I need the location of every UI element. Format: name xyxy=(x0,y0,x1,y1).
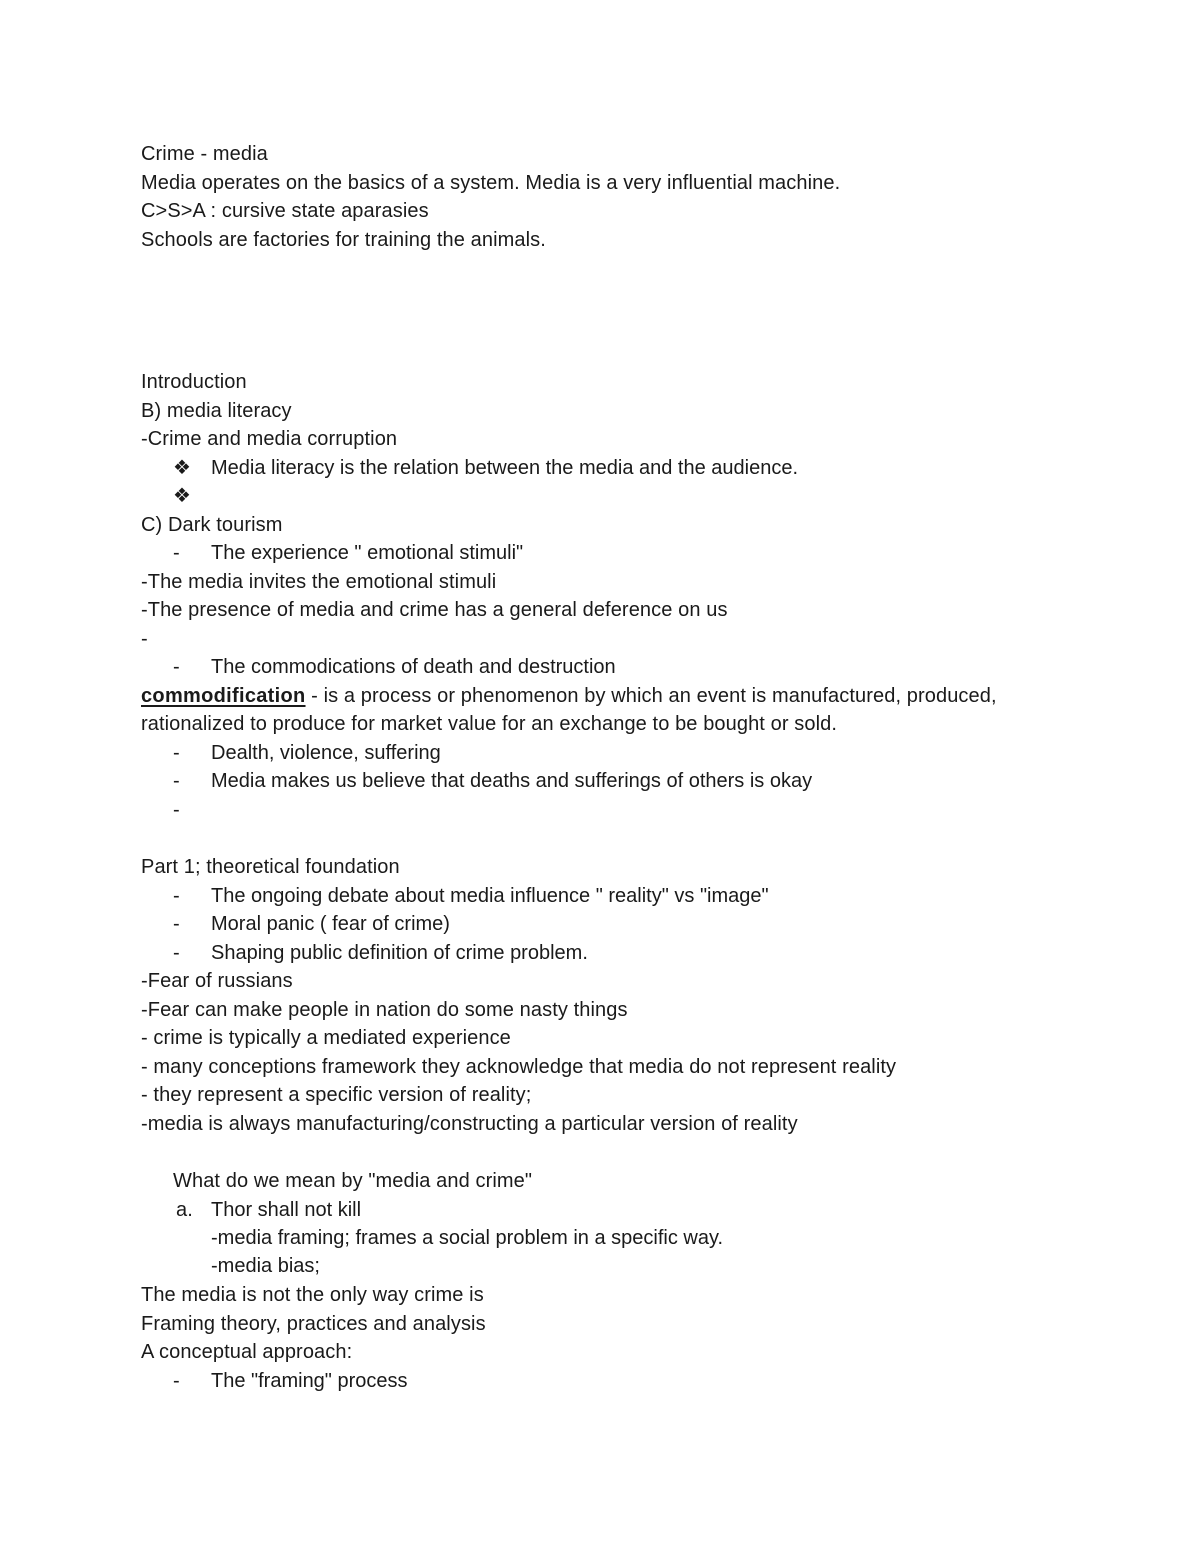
bullet-text: The experience " emotional stimuli" xyxy=(211,542,524,564)
text-line: Framing theory, practices and analysis xyxy=(141,1313,486,1335)
dash-bullet-icon: - xyxy=(173,942,180,964)
text-line: -media bias; xyxy=(211,1255,320,1277)
text-line: -The presence of media and crime has a general deference on us xyxy=(141,599,728,621)
bullet-text: Moral panic ( fear of crime) xyxy=(211,913,450,935)
diamond-bullet-icon: ❖ xyxy=(173,485,191,507)
bullet-text: Media literacy is the relation between the media and the audience. xyxy=(211,457,799,479)
diamond-bullet-icon: ❖ xyxy=(173,457,191,479)
text-line: C>S>A : cursive state aparasies xyxy=(141,200,429,222)
dash-bullet-icon: - xyxy=(173,770,180,792)
text-line: - many conceptions framework they acknowledge that media do not represent reality xyxy=(141,1056,897,1078)
definition-text: - is a process or phenomenon by which an event is manufactured, produced, xyxy=(305,685,997,707)
text-line: Schools are factories for training the animals. xyxy=(141,229,546,251)
text-line: A conceptual approach: xyxy=(141,1341,353,1363)
section-question: What do we mean by "media and crime" xyxy=(173,1170,533,1192)
text-line: The media is not the only way crime is xyxy=(141,1284,484,1306)
bullet-text: The ongoing debate about media influence " reality" vs "image" xyxy=(211,885,769,907)
bullet-text: The commodications of death and destruction xyxy=(211,656,616,678)
text-line: -media framing; frames a social problem in a specific way. xyxy=(211,1227,724,1249)
text-line: -Crime and media corruption xyxy=(141,428,398,450)
text-line: Media operates on the basics of a system. Media is a very influential machine. xyxy=(141,172,841,194)
list-marker-a: a. xyxy=(176,1199,193,1221)
bullet-text: Shaping public definition of crime problem. xyxy=(211,942,588,964)
dash-bullet-icon: - xyxy=(173,799,180,821)
list-item-a: Thor shall not kill xyxy=(211,1199,362,1221)
dash-bullet-icon: - xyxy=(173,913,180,935)
section-heading-introduction: Introduction xyxy=(141,371,247,393)
section-heading-part-1: Part 1; theoretical foundation xyxy=(141,856,400,878)
bullet-text: Dealth, violence, suffering xyxy=(211,742,441,764)
text-line: -The media invites the emotional stimuli xyxy=(141,571,497,593)
dash-bullet-icon: - xyxy=(173,742,180,764)
bullet-text: The "framing" process xyxy=(211,1370,408,1392)
subheading-media-literacy: B) media literacy xyxy=(141,400,292,422)
definition-line xyxy=(141,684,997,708)
definition-line: rationalized to produce for market value for an exchange to be bought or sold. xyxy=(141,713,838,735)
dash-bullet-icon: - xyxy=(173,542,180,564)
text-line: -Fear of russians xyxy=(141,970,293,992)
text-line: -media is always manufacturing/constructing a particular version of reality xyxy=(141,1113,798,1135)
text-line-empty-dash: - xyxy=(141,628,148,650)
dash-bullet-icon: - xyxy=(173,885,180,907)
defined-term: commodification xyxy=(141,685,306,707)
text-line: - crime is typically a mediated experience xyxy=(141,1027,511,1049)
text-line: - they represent a specific version of reality; xyxy=(141,1084,532,1106)
text-line: -Fear can make people in nation do some nasty things xyxy=(141,999,628,1021)
subheading-dark-tourism: C) Dark tourism xyxy=(141,514,283,536)
bullet-text: Media makes us believe that deaths and sufferings of others is okay xyxy=(211,770,813,792)
document-title: Crime - media xyxy=(141,143,268,165)
dash-bullet-icon: - xyxy=(173,656,180,678)
dash-bullet-icon: - xyxy=(173,1370,180,1392)
